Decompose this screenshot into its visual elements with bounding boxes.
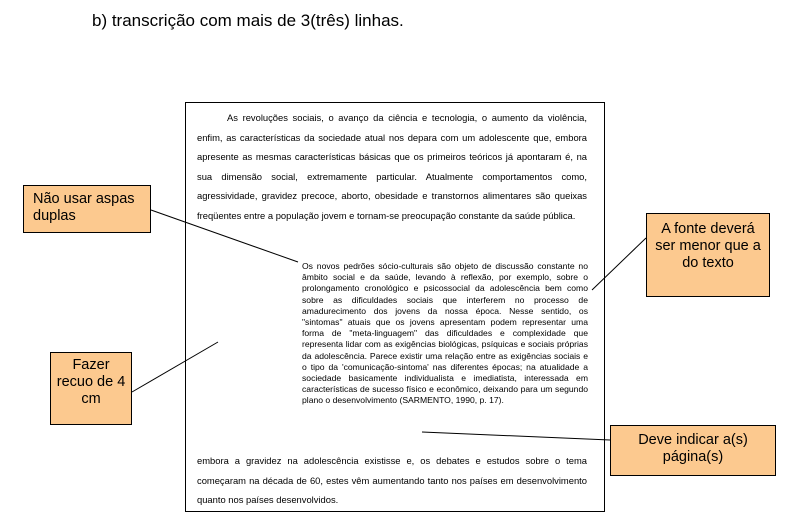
instruction-heading: b) transcrição com mais de 3(três) linhas. xyxy=(92,11,404,30)
callout-smaller-font: A fonte deverá ser menor que a do texto xyxy=(646,213,770,297)
long-quotation-block: Os novos pedrões sócio-culturais são objeto de discussão constante no âmbito social e da saúde, levando à reflexão, por exemplo, sobre o prolongamento cronológico e psicossocial da adolescência bem como sobre as dificuldades sociais que interferem no processo de amadurecimento dos jovens da nossa época. Nesse sentido, os "sintomas" atuais que os jovens apresentam podem representar uma forma de "meta-linguagem" das dificuldades e complexidade que representa lidar com as exigências biológicas, psíquicas e sociais próprias da adolescência. Parece existir uma relação entre as exigências sociais e o tipo da 'comunicação-sintoma' nas diferentes épocas; na atualidade a sociedade basicamente individualista e imediatista, interessada em características de sucesso físico e econômico, deixando para um segundo plano o desenvolvimento (SARMENTO, 1990, p. 17). xyxy=(302,261,588,406)
callout-indent: Fazer recuo de 4 cm xyxy=(50,352,132,425)
callout-no-double-quotes: Não usar aspas duplas xyxy=(23,185,151,233)
paragraph-text: embora a gravidez na adolescência existisse e, os debates e estudos sobre o tema começaram na década de 60, estes vêm aumentando tanto nos países em desenvolvimento quanto nos países desenvolvidos. xyxy=(197,455,587,505)
leader-line-font xyxy=(592,238,646,290)
leader-line-quotes xyxy=(151,210,298,262)
callout-page-reference: Deve indicar a(s) página(s) xyxy=(610,425,776,476)
paragraph-text: As revoluções sociais, o avanço da ciência e tecnologia, o aumento da violência, enfim, as características da sociedade atual nos depara com um adolescente que, embora apresente as mesmas características básicas que os primeiros teóricos já apontaram é, na sua dimensão social, extremamente particular. Atualmente comportamentos como, agressividade, gravidez precoce, aborto, obesidade e transtornos alimentares são queixas freqüentes entre a população jovem e tornam-se preocupação constante da saúde pública. xyxy=(197,112,587,221)
leader-line-page xyxy=(422,432,610,440)
leader-line-indent xyxy=(132,342,218,392)
